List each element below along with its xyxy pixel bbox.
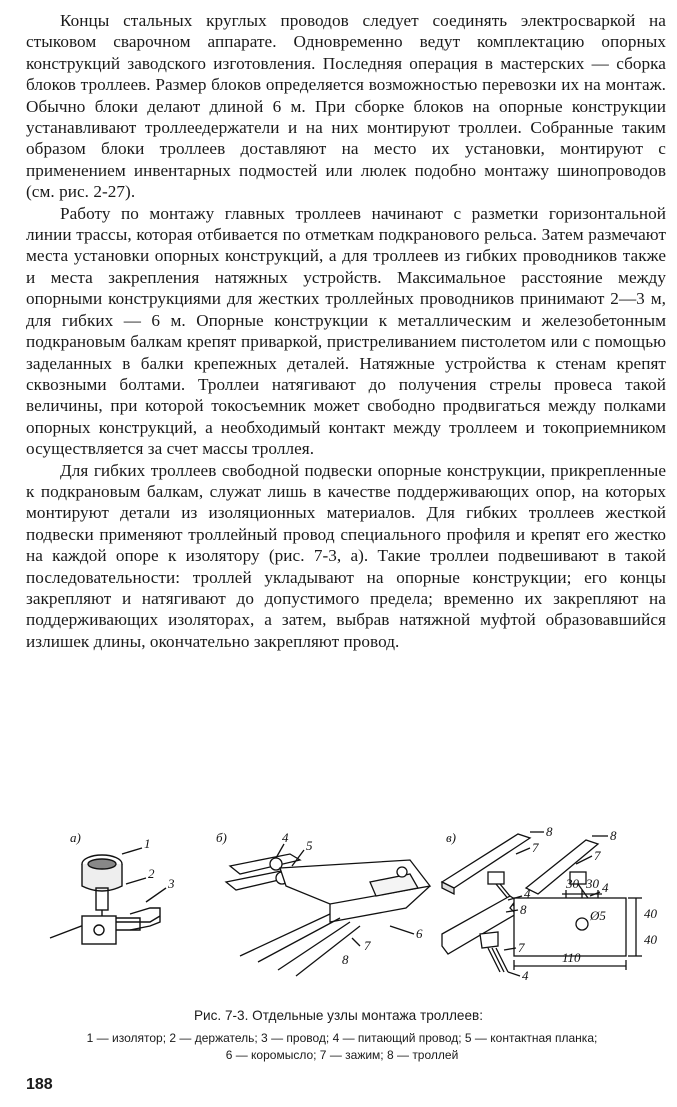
body-text: [26, 10, 666, 652]
figure-caption: Рис. 7-3. Отдельные узлы монтажа троллеев:: [193, 1008, 484, 1023]
callout-a-2: 2: [148, 866, 155, 881]
figure-legend: [22, 1030, 662, 1064]
dimension-40b: 40: [644, 932, 657, 947]
dimension-30b: 30: [586, 876, 599, 891]
callout-b-4: 4: [282, 830, 289, 845]
callout-c-8a: 8: [546, 826, 553, 839]
legend-line: 1 — изолятор; 2 — держатель; 3 — провод; 4 — питающий провод; 5 — контактная планка;: [86, 1031, 598, 1045]
panel-c-drawing: [442, 826, 658, 983]
callout-c-7a: 7: [532, 840, 539, 855]
callout-c-7c: 7: [518, 940, 525, 955]
paragraph: Работу по монтажу главных троллеев начинают с разметки горизонтальной линии трассы, которая отбивается по отметкам подкранового рельса. Затем размечают места установки опорных конструкций, а для троллеев из гибких проводников также и места закрепления натяжных устройств. Максимальное расстояние между опорными конструкциями для жестких троллейных проводников принимают 2—3 м, для гибких — 6 м. Опорные конструкции к металлическим и железобетонным подкрановым балкам крепят приваркой, пристреливанием пистолетом или с помощью заделанных в балки крепежных деталей. Натяжные устройства к стенам крепят сквозными болтами. Троллеи натягивают до получения стрелы провеса такой величины, при которой токосъемник может свободно продвигаться между полками опорных конструкций, а необходимый контакт между троллеем и токоприемником осуществляется за счет массы троллея.: [26, 203, 666, 459]
callout-a-1: 1: [144, 836, 151, 851]
figure-7-3: [30, 826, 670, 996]
callout-b-8: 8: [342, 952, 349, 967]
figure-drawing: [30, 826, 670, 996]
dimension-diameter: Ø5: [590, 908, 606, 923]
paragraph: Для гибких троллеев свободной подвески опорные конструкции, прикрепленные к подкрановым балкам, служат лишь в качестве поддерживающих опор, на которых монтируют детали из изоляционных материалов. Для гибких троллеев жесткой подвески применяют троллейный провод специального профиля и крепят его жестко на каждой опоре к изолятору (рис. 7-3, а). Такие троллеи подвешивают в такой последовательности: троллей укладывают на опорные конструкции; его концы закрепляют и натягивают до допустимого предела; временно их закрепляют на поддерживающих изоляторах, а затем, выбрав натяжной муфтой образовавшийся излишек длины, окончательно закрепляют провод.: [26, 460, 666, 651]
dimension-30a: 30: [566, 876, 579, 891]
legend-line: 6 — коромысло; 7 — зажим; 8 — троллей: [225, 1048, 459, 1062]
callout-c-8c: 8: [520, 902, 527, 917]
paragraph: Концы стальных круглых проводов следует соединять электросваркой на стыковом сварочном аппарате. Одновременно ведут комплектацию опорных конструкций заводского изготовления. Последняя операция в мастерских — сборка блоков троллеев. Размер блоков определяется возможностью перевозки их на монтаж. Обычно блоки делают длиной 6 м. При сборке блоков на опорные конструкции устанавливают троллеедержатели и на них монтируют троллеи. Собранные таким образом блоки троллеев доставляют на место их установки, монтируют с применением инвентарных подмостей или люлек подобно монтажу шинопроводов (см. рис. 2-27).: [26, 11, 666, 202]
dimension-40a: 40: [644, 906, 657, 921]
callout-b-7: 7: [364, 938, 371, 953]
callout-b-5: 5: [306, 838, 313, 853]
callout-c-4a: 4: [524, 886, 531, 901]
panel-label-a: а): [70, 830, 81, 845]
panel-b-drawing: [216, 830, 430, 976]
dimension-110: 110: [562, 950, 581, 965]
callout-c-7b: 7: [594, 848, 601, 863]
callout-c-8b: 8: [610, 828, 617, 843]
panel-label-c: в): [446, 830, 456, 845]
callout-c-4b: 4: [602, 880, 609, 895]
panel-label-b: б): [216, 830, 227, 845]
callout-a-3: 3: [168, 876, 175, 891]
callout-b-6: 6: [416, 926, 423, 941]
callout-c-4c: 4: [522, 968, 529, 983]
page-number: 188: [26, 1076, 53, 1093]
panel-a-drawing: [50, 830, 175, 944]
